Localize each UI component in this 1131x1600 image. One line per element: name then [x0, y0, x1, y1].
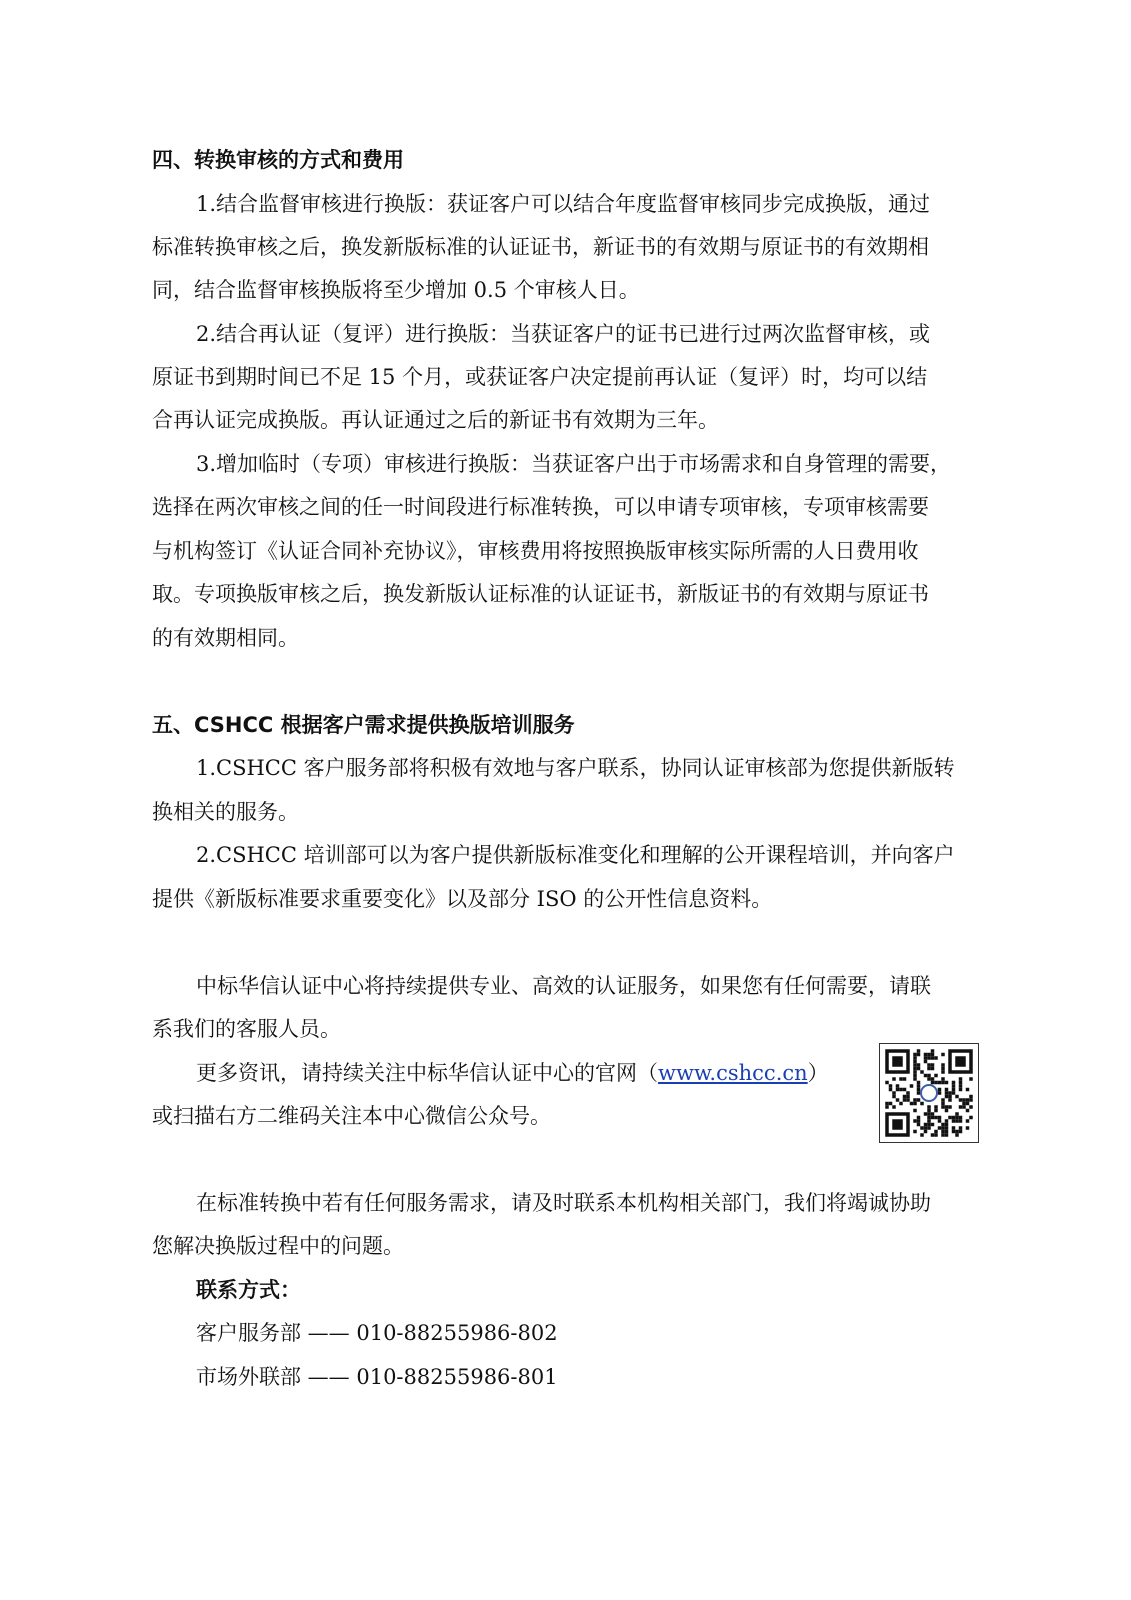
qr-module [924, 1053, 928, 1057]
qr-module [941, 1067, 945, 1071]
qr-module [969, 1105, 973, 1109]
more-info-line [196, 1059, 896, 1087]
qr-module [959, 1126, 963, 1130]
qr-module [941, 1098, 945, 1102]
qr-module [945, 1119, 949, 1123]
qr-module [941, 1053, 945, 1057]
qr-module [927, 1077, 931, 1081]
qr-module [938, 1116, 942, 1120]
section4-line: 的有效期相同。 [152, 626, 299, 650]
qr-module [931, 1081, 935, 1085]
qr-module [913, 1063, 917, 1067]
qr-module [966, 1098, 970, 1102]
qr-module [934, 1081, 938, 1085]
qr-module [927, 1063, 931, 1067]
qr-module [941, 1081, 945, 1085]
section4-line: 2.结合再认证（复评）进行换版：当获证客户的证书已进行过两次监督审核，或 [196, 322, 931, 346]
qr-info-line: 或扫描右方二维码关注本中心微信公众号。 [152, 1104, 551, 1128]
qr-module [955, 1133, 959, 1137]
qr-module [955, 1116, 959, 1120]
qr-module [945, 1095, 949, 1099]
qr-module [913, 1067, 917, 1071]
help-line: 您解决换版过程中的问题。 [152, 1234, 404, 1258]
qr-module [945, 1123, 949, 1127]
qr-module [959, 1081, 963, 1085]
qr-module [913, 1077, 917, 1081]
qr-module [962, 1105, 966, 1109]
qr-module [941, 1063, 945, 1067]
section4-line: 取。专项换版审核之后，换发新版认证标准的认证证书，新版证书的有效期与原证书 [152, 582, 929, 606]
qr-module [924, 1060, 928, 1064]
section5-line: 提供《新版标准要求重要变化》以及部分 ISO 的公开性信息资料。 [152, 887, 773, 911]
qr-module [896, 1088, 900, 1092]
qr-module [959, 1098, 963, 1102]
qr-module [924, 1074, 928, 1078]
qr-module [945, 1105, 949, 1109]
qr-module [927, 1119, 931, 1123]
qr-logo-icon [921, 1085, 937, 1101]
qr-finder-inner [955, 1056, 966, 1067]
qr-module [927, 1109, 931, 1113]
qr-module [927, 1053, 931, 1057]
qr-module [917, 1063, 921, 1067]
qr-module [952, 1081, 956, 1085]
contact-item: 市场外联部 —— 010-88255986-801 [196, 1365, 558, 1389]
qr-module [917, 1053, 921, 1057]
qr-module [913, 1074, 917, 1078]
qr-module [952, 1130, 956, 1134]
qr-module [945, 1126, 949, 1130]
qr-module [938, 1091, 942, 1095]
section4-heading: 四、转换审核的方式和费用 [152, 148, 404, 172]
qr-module [885, 1081, 889, 1085]
qr-module [955, 1095, 959, 1099]
qr-code-graphic [880, 1044, 978, 1142]
qr-module [952, 1084, 956, 1088]
qr-module [959, 1119, 963, 1123]
qr-module [934, 1074, 938, 1078]
qr-module [969, 1116, 973, 1120]
qr-module [948, 1116, 952, 1120]
qr-module [913, 1060, 917, 1064]
qr-module [903, 1098, 907, 1102]
qr-module [955, 1112, 959, 1116]
qr-module [934, 1116, 938, 1120]
qr-module [920, 1102, 924, 1106]
qr-module [903, 1088, 907, 1092]
closing-line: 中标华信认证中心将持续提供专业、高效的认证服务，如果您有任何需要，请联 [196, 974, 931, 998]
qr-module [931, 1063, 935, 1067]
qr-module [952, 1119, 956, 1123]
qr-module [920, 1133, 924, 1137]
qr-module [952, 1126, 956, 1130]
qr-module [934, 1133, 938, 1137]
qr-module [941, 1102, 945, 1106]
qr-module [913, 1056, 917, 1060]
qr-module [910, 1102, 914, 1106]
qr-module [941, 1070, 945, 1074]
qr-module [941, 1130, 945, 1134]
qr-module [913, 1053, 917, 1057]
qr-module [889, 1084, 893, 1088]
qr-module [927, 1074, 931, 1078]
qr-module [889, 1102, 893, 1106]
qr-module [959, 1130, 963, 1134]
more-info-prefix: 更多资讯，请持续关注中标华信认证中心的官网（ [196, 1061, 658, 1085]
qr-module [927, 1123, 931, 1127]
section4-line: 1.结合监督审核进行换版：获证客户可以结合年度监督审核同步完成换版，通过 [196, 192, 931, 216]
qr-module [892, 1077, 896, 1081]
qr-module [945, 1081, 949, 1085]
qr-module [917, 1116, 921, 1120]
qr-module [948, 1095, 952, 1099]
qr-module [966, 1119, 970, 1123]
qr-module [938, 1088, 942, 1092]
qr-module [952, 1116, 956, 1120]
qr-module [931, 1067, 935, 1071]
more-info-suffix: ） [807, 1061, 829, 1085]
qr-module [931, 1116, 935, 1120]
qr-module [945, 1091, 949, 1095]
wechat-qr-code [879, 1043, 979, 1143]
qr-module [934, 1109, 938, 1113]
qr-module [924, 1112, 928, 1116]
qr-module [959, 1116, 963, 1120]
qr-module [913, 1098, 917, 1102]
qr-module [899, 1102, 903, 1106]
qr-module [913, 1130, 917, 1134]
section4-line: 选择在两次审核之间的任一时间段进行标准转换，可以申请专项审核，专项审核需要 [152, 495, 929, 519]
qr-module [913, 1119, 917, 1123]
qr-module [945, 1133, 949, 1137]
qr-module [948, 1105, 952, 1109]
qr-module [910, 1084, 914, 1088]
closing-line: 系我们的客服人员。 [152, 1017, 341, 1041]
qr-module [952, 1088, 956, 1092]
qr-module [931, 1112, 935, 1116]
qr-module [945, 1130, 949, 1134]
section5-line: 1.CSHCC 客户服务部将积极有效地与客户联系，协同认证审核部为您提供新版转 [196, 756, 955, 780]
qr-module [959, 1084, 963, 1088]
qr-module [924, 1056, 928, 1060]
qr-module [892, 1095, 896, 1099]
qr-module [927, 1126, 931, 1130]
section4-line: 与机构签订《认证合同补充协议》，审核费用将按照换版审核实际所需的人日费用收 [152, 539, 919, 563]
qr-module [899, 1088, 903, 1092]
qr-module [938, 1081, 942, 1085]
qr-module [969, 1077, 973, 1081]
qr-finder-inner [892, 1119, 903, 1130]
qr-module [903, 1095, 907, 1099]
section4-line: 原证书到期时间已不足 15 个月，或获证客户决定提前再认证（复评）时，均可以结 [152, 365, 928, 389]
qr-module [948, 1098, 952, 1102]
qr-module [885, 1102, 889, 1106]
qr-module [917, 1119, 921, 1123]
qr-module [927, 1116, 931, 1120]
qr-module [920, 1070, 924, 1074]
qr-module [920, 1126, 924, 1130]
qr-module [966, 1102, 970, 1106]
qr-module [941, 1133, 945, 1137]
qr-module [966, 1126, 970, 1130]
qr-module [927, 1067, 931, 1071]
section4-line: 合再认证完成换版。再认证通过之后的新证书有效期为三年。 [152, 408, 719, 432]
qr-module [931, 1053, 935, 1057]
qr-module [917, 1123, 921, 1127]
help-line: 在标准转换中若有任何服务需求，请及时联系本机构相关部门，我们将竭诚协助 [196, 1191, 931, 1215]
qr-module [917, 1098, 921, 1102]
qr-module [934, 1105, 938, 1109]
qr-module [941, 1077, 945, 1081]
qr-module [906, 1095, 910, 1099]
section5-line: 2.CSHCC 培训部可以为客户提供新版标准变化和理解的公开课程培训，并向客户 [196, 843, 955, 867]
qr-module [924, 1123, 928, 1127]
section4-line: 标准转换审核之后，换发新版标准的认证证书，新证书的有效期与原证书的有效期相 [152, 235, 929, 259]
section5-line: 换相关的服务。 [152, 800, 299, 824]
qr-module [934, 1130, 938, 1134]
qr-module [931, 1133, 935, 1137]
qr-module [917, 1049, 921, 1053]
qr-module [969, 1095, 973, 1099]
qr-module [934, 1056, 938, 1060]
contact-item: 客户服务部 —— 010-88255986-802 [196, 1321, 558, 1345]
qr-module [924, 1126, 928, 1130]
qr-module [896, 1084, 900, 1088]
section4-line: 同，结合监督审核换版将至少增加 0.5 个审核人日。 [152, 278, 640, 302]
qr-module [899, 1077, 903, 1081]
qr-module [917, 1081, 921, 1085]
qr-module [948, 1091, 952, 1095]
qr-module [927, 1105, 931, 1109]
qr-module [941, 1123, 945, 1127]
qr-module [938, 1126, 942, 1130]
qr-module [955, 1119, 959, 1123]
section4-line: 3.增加临时（专项）审核进行换版：当获证客户出于市场需求和自身管理的需要， [196, 452, 952, 476]
qr-module [924, 1130, 928, 1134]
qr-module [945, 1109, 949, 1113]
qr-module [959, 1105, 963, 1109]
qr-module [917, 1088, 921, 1092]
qr-module [885, 1105, 889, 1109]
qr-module [969, 1098, 973, 1102]
qr-module [931, 1123, 935, 1127]
qr-module [927, 1112, 931, 1116]
qr-module [941, 1105, 945, 1109]
qr-module [962, 1098, 966, 1102]
qr-module [917, 1067, 921, 1071]
qr-module [889, 1088, 893, 1092]
qr-module [931, 1077, 935, 1081]
qr-module [952, 1091, 956, 1095]
qr-module [906, 1091, 910, 1095]
qr-module [917, 1091, 921, 1095]
qr-module [959, 1077, 963, 1081]
qr-module [945, 1088, 949, 1092]
qr-module [931, 1056, 935, 1060]
qr-module [959, 1088, 963, 1092]
qr-module [966, 1109, 970, 1113]
qr-module [966, 1088, 970, 1092]
qr-module [955, 1130, 959, 1134]
qr-finder-inner [892, 1056, 903, 1067]
qr-module [896, 1098, 900, 1102]
qr-module [927, 1056, 931, 1060]
qr-module [962, 1102, 966, 1106]
qr-module [913, 1109, 917, 1113]
qr-module [906, 1098, 910, 1102]
website-link[interactable]: www.cshcc.cn [658, 1061, 808, 1085]
qr-module [913, 1070, 917, 1074]
qr-module [931, 1049, 935, 1053]
qr-module [903, 1077, 907, 1081]
qr-module [913, 1102, 917, 1106]
contact-label: 联系方式： [196, 1278, 301, 1302]
qr-module [892, 1091, 896, 1095]
section5-heading: 五、CSHCC 根据客户需求提供换版培训服务 [152, 713, 575, 737]
qr-module [917, 1084, 921, 1088]
qr-module [892, 1105, 896, 1109]
qr-module [938, 1119, 942, 1123]
qr-module [941, 1126, 945, 1130]
